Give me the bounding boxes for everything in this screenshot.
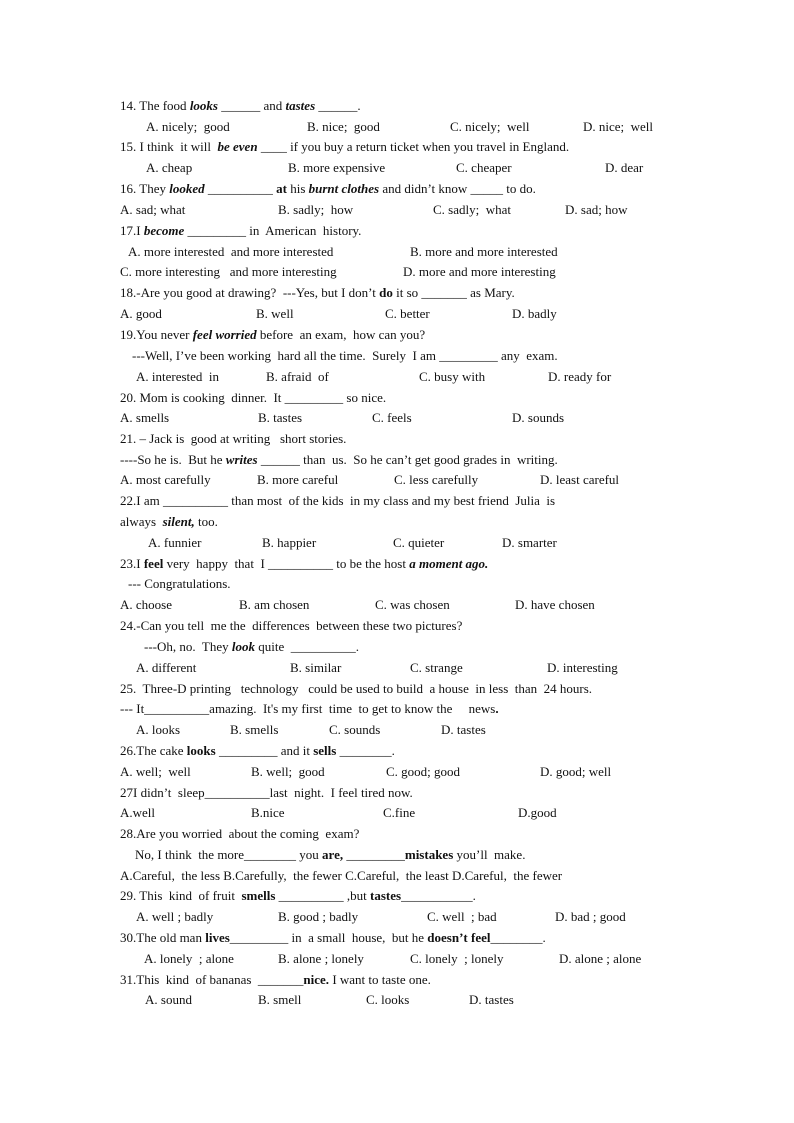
answer-option: D. sounds xyxy=(512,410,565,425)
text-run: and didn’t know _____ to do. xyxy=(379,181,536,196)
emphasized-text: burnt clothes xyxy=(308,181,380,196)
text-run: ----So he is. But he xyxy=(120,452,226,467)
answer-option: D. have chosen xyxy=(515,597,595,612)
text-run: 20. Mom is cooking dinner. It _________ so nice. xyxy=(120,390,387,405)
text-run: 15. I think it will xyxy=(120,139,218,154)
emphasized-text: do xyxy=(379,285,393,300)
answer-option: B. smells xyxy=(230,722,279,737)
text-run: ______ and xyxy=(217,98,286,113)
text-run: 28.Are you worried about the coming exam? xyxy=(120,826,360,841)
answer-option: D. dear xyxy=(605,160,644,175)
emphasized-text: become xyxy=(143,223,185,238)
answer-options-line: A.Careful, the less B.Carefully, the fewer C.Careful, the least D.Careful, the fewer xyxy=(120,868,563,883)
answer-option: D. bad ; good xyxy=(555,909,626,924)
question-stem xyxy=(120,326,425,343)
question-stem xyxy=(120,784,413,801)
emphasized-text: sells xyxy=(313,743,337,758)
question-stem xyxy=(120,284,515,301)
emphasized-text: lives xyxy=(205,930,230,945)
text-run: 29. This kind of fruit xyxy=(120,888,242,903)
text-run: 14. The food xyxy=(120,98,190,113)
answer-option: A. cheap xyxy=(146,160,193,175)
answer-option: B. nice; good xyxy=(307,119,380,134)
question-stem xyxy=(120,138,569,155)
answer-option: D. alone ; alone xyxy=(559,951,642,966)
answer-option: D. smarter xyxy=(502,535,557,550)
question-stem-continued xyxy=(120,513,218,530)
answer-option: A. well; well xyxy=(120,764,191,779)
text-run: very happy that I __________ to be the host xyxy=(163,556,410,571)
text-run: --- Congratulations. xyxy=(128,576,231,591)
emphasized-text: looks xyxy=(189,98,218,113)
text-run: ______ than us. So he can’t get good grades in writing. xyxy=(257,452,558,467)
text-run: 24.-Can you tell me the differences between these two pictures? xyxy=(120,618,463,633)
emphasized-text: writes xyxy=(225,452,258,467)
text-run: 22.I am __________ than most of the kids in my class and my best friend Julia is xyxy=(120,493,556,508)
answer-option: A. well ; badly xyxy=(136,909,214,924)
answer-option: D. tastes xyxy=(441,722,486,737)
answer-option: A. looks xyxy=(136,722,181,737)
answer-option: B. am chosen xyxy=(239,597,310,612)
answer-option: B. sadly; how xyxy=(278,202,354,217)
text-run: ___________. xyxy=(401,888,476,903)
answer-option: A. different xyxy=(136,660,197,675)
question-stem xyxy=(120,180,536,197)
answer-option: C. feels xyxy=(372,410,412,425)
answer-option: A. sad; what xyxy=(120,202,186,217)
text-run: 27I didn’t sleep__________last night. I feel tired now. xyxy=(120,785,413,800)
text-run: 16. They xyxy=(120,181,170,196)
answer-option: A. nicely; good xyxy=(146,119,230,134)
answer-option: C. nicely; well xyxy=(450,119,530,134)
answer-option: D. sad; how xyxy=(565,202,628,217)
answer-option: A. sound xyxy=(145,992,192,1007)
answer-option: A. interested in xyxy=(136,369,220,384)
text-run: ---Oh, no. They xyxy=(144,639,232,654)
answer-option: B. happier xyxy=(262,535,317,550)
text-run: ____ if you buy a return ticket when you travel in England. xyxy=(257,139,570,154)
text-run: it so _______ as Mary. xyxy=(392,285,515,300)
answer-option: C. was chosen xyxy=(375,597,450,612)
question-stem xyxy=(120,971,431,988)
answer-option: C. strange xyxy=(410,660,463,675)
question-stem xyxy=(120,825,359,842)
emphasized-text: mistakes xyxy=(404,847,454,862)
answer-option: A. funnier xyxy=(148,535,202,550)
text-run: 19.You never xyxy=(120,327,193,342)
answer-option: B. tastes xyxy=(258,410,303,425)
answer-option: B. more careful xyxy=(257,472,339,487)
question-stem xyxy=(120,222,361,239)
text-run: 21. – Jack is good at writing short stories. xyxy=(120,431,347,446)
emphasized-text: be even xyxy=(217,139,258,154)
answer-option: D. nice; well xyxy=(583,119,654,134)
answer-option: C. sadly; what xyxy=(433,202,511,217)
answer-option: C. sounds xyxy=(329,722,381,737)
text-run: his xyxy=(286,181,309,196)
text-run: always xyxy=(120,514,163,529)
text-run: you’ll make. xyxy=(453,847,526,862)
question-stem xyxy=(120,97,361,114)
answer-option: B. more expensive xyxy=(288,160,386,175)
answer-option: C. busy with xyxy=(419,369,486,384)
text-run: 26.The cake xyxy=(120,743,187,758)
answer-option: A. more interested and more interested xyxy=(128,244,334,259)
emphasized-text: tastes xyxy=(285,98,316,113)
answer-option: D. interesting xyxy=(547,660,618,675)
emphasized-text: are, xyxy=(322,847,344,862)
answer-option: B. similar xyxy=(290,660,342,675)
answer-option: A. good xyxy=(120,306,162,321)
question-stem xyxy=(120,555,488,572)
answer-option: D. tastes xyxy=(469,992,514,1007)
text-run: 17.I xyxy=(120,223,144,238)
answer-option: B. more and more interested xyxy=(410,244,558,259)
text-run: _________ xyxy=(343,847,405,862)
question-stem xyxy=(120,887,476,904)
answer-option: B. good ; badly xyxy=(278,909,359,924)
emphasized-text: at xyxy=(276,181,287,196)
answer-option: B. afraid of xyxy=(266,369,329,384)
answer-option: A.well xyxy=(120,805,156,820)
emphasized-text: feel worried xyxy=(192,327,257,342)
text-run: _________ in American history. xyxy=(184,223,362,238)
answer-option: C. quieter xyxy=(393,535,445,550)
question-stem-continued xyxy=(120,700,499,717)
text-run: ______. xyxy=(315,98,361,113)
emphasized-text: nice. xyxy=(303,972,330,987)
text-run: __________ ,but xyxy=(275,888,371,903)
question-stem xyxy=(120,617,462,634)
emphasized-text: looked xyxy=(169,181,205,196)
answer-option: D.good xyxy=(518,805,557,820)
answer-option: C. less carefully xyxy=(394,472,479,487)
text-run: ________. xyxy=(490,930,546,945)
text-run: too. xyxy=(194,514,218,529)
answer-option: D. more and more interesting xyxy=(403,264,556,279)
answer-option: B. well; good xyxy=(251,764,325,779)
text-run: 18.-Are you good at drawing? ---Yes, but I don’t xyxy=(120,285,380,300)
question-stem xyxy=(120,929,546,946)
text-run: I want to taste one. xyxy=(329,972,431,987)
answer-option: B. alone ; lonely xyxy=(278,951,364,966)
emphasized-text: tastes xyxy=(370,888,402,903)
emphasized-text: . xyxy=(495,701,499,716)
answer-option: B.nice xyxy=(251,805,285,820)
text-run: quite __________. xyxy=(254,639,359,654)
answer-option: A. choose xyxy=(120,597,172,612)
answer-option: C. cheaper xyxy=(456,160,512,175)
answer-option: D. ready for xyxy=(548,369,612,384)
text-run: --- It__________amazing. It's my first time to get to know the news xyxy=(120,701,496,716)
answer-option: D. badly xyxy=(512,306,557,321)
text-run: 25. Three-D printing technology could be used to build a house in less than 24 hours. xyxy=(120,681,593,696)
text-run: ________. xyxy=(336,743,395,758)
text-run: before an exam, how can you? xyxy=(256,327,426,342)
answer-option: D. good; well xyxy=(540,764,612,779)
question-stem xyxy=(120,742,395,759)
question-stem-continued xyxy=(132,347,558,364)
text-run: __________ xyxy=(204,181,277,196)
text-run: _________ and it xyxy=(215,743,314,758)
answer-option: A. smells xyxy=(120,410,170,425)
emphasized-text: looks xyxy=(186,743,216,758)
answer-option: C. better xyxy=(385,306,430,321)
text-run: _________ in a small house, but he xyxy=(229,930,428,945)
question-stem-continued xyxy=(120,451,558,468)
answer-option: C. more interesting and more interesting xyxy=(120,264,337,279)
question-stem xyxy=(120,680,592,697)
emphasized-text: doesn’t feel xyxy=(427,930,491,945)
answer-option: C. looks xyxy=(366,992,410,1007)
question-stem-continued xyxy=(135,846,525,863)
question-stem-continued xyxy=(144,638,359,655)
text-run: 30.The old man xyxy=(120,930,206,945)
question-stem xyxy=(120,430,346,447)
text-run: No, I think the more________ you xyxy=(135,847,323,862)
emphasized-text: a moment ago. xyxy=(409,556,489,571)
answer-option: A. most carefully xyxy=(120,472,211,487)
emphasized-text: silent, xyxy=(162,514,195,529)
question-stem xyxy=(120,492,555,509)
answer-option: B. well xyxy=(256,306,294,321)
emphasized-text: feel xyxy=(143,556,164,571)
answer-option: C. good; good xyxy=(386,764,461,779)
answer-option: C. well ; bad xyxy=(427,909,497,924)
answer-option: D. least careful xyxy=(540,472,620,487)
answer-option: B. smell xyxy=(258,992,302,1007)
question-stem-continued xyxy=(128,575,231,592)
text-run: 31.This kind of bananas _______ xyxy=(120,972,304,987)
emphasized-text: look xyxy=(231,639,255,654)
question-stem xyxy=(120,389,386,406)
answer-option: C. lonely ; lonely xyxy=(410,951,504,966)
text-run: 23.I xyxy=(120,556,144,571)
emphasized-text: smells xyxy=(241,888,276,903)
text-run: ---Well, I’ve been working hard all the time. Surely I am _________ any exam. xyxy=(132,348,558,363)
answer-option: A. lonely ; alone xyxy=(144,951,234,966)
answer-option: C.fine xyxy=(383,805,416,820)
